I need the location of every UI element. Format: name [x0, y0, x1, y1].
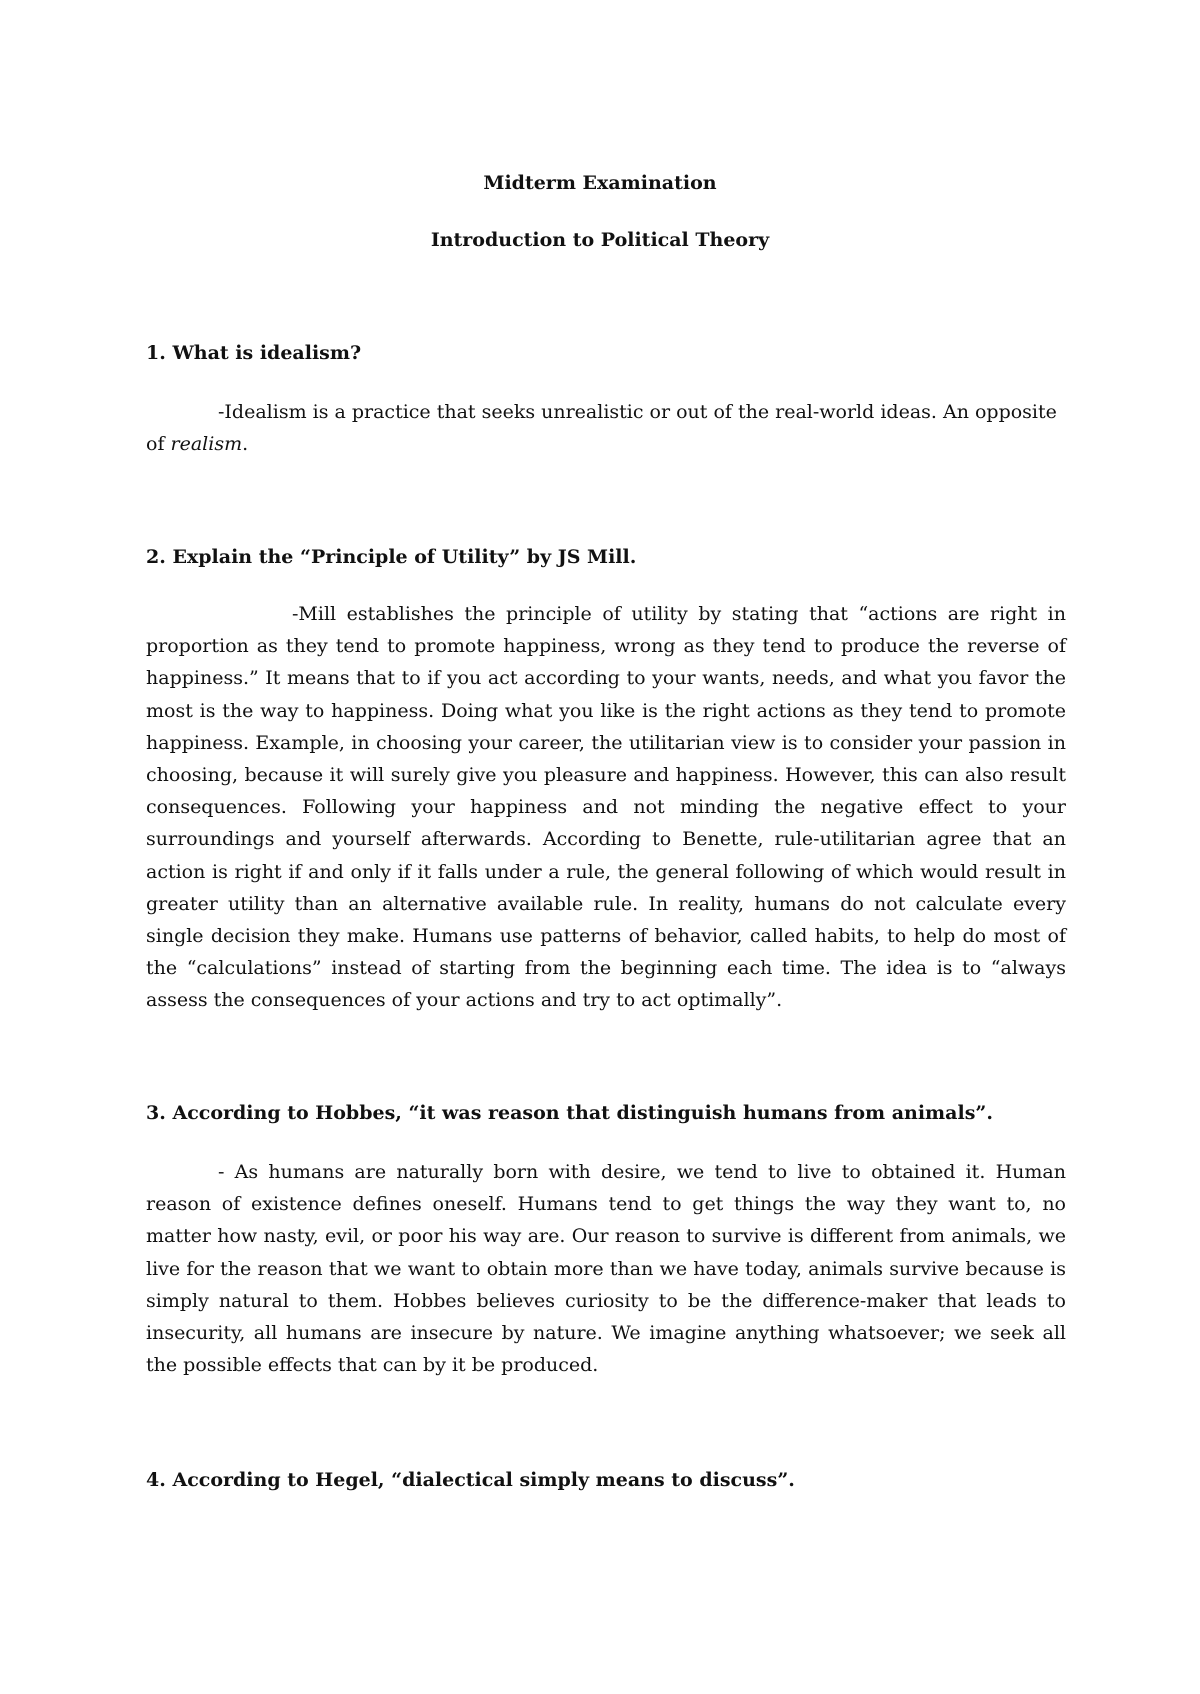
question-2-answer	[146, 598, 1066, 1017]
question-1-answer	[146, 396, 1066, 460]
question-3-answer	[146, 1156, 1066, 1381]
document-subtitle: Introduction to Political Theory	[430, 229, 770, 251]
question-3-heading: 3. According to Hobbes, “it was reason that distinguish humans from animals”.	[146, 1102, 993, 1124]
question-1-heading: 1. What is idealism?	[146, 342, 362, 364]
question-4-heading: 4. According to Hegel, “dialectical simply means to discuss”.	[146, 1469, 795, 1491]
document-title: Midterm Examination	[483, 172, 717, 194]
answer-3-text: - As humans are naturally born with desire, we tend to live to obtained it. Human reason of existence defines oneself. Humans tend to get things the way they want to, no matter how nasty, evil, or poor his way are. Our reason to survive is different from animals, we live for the reason that we want to obtain more than we have today, animals survive because is simply natural to them. Hobbes believes curiosity to be the difference-maker that leads to insecurity, all humans are insecure by nature. We imagine anything whatsoever; we seek all the possible effects that can by it be produced.	[146, 1161, 1066, 1377]
answer-1-emphasis: realism	[170, 433, 243, 456]
answer-1-text: -Idealism is a practice that seeks unrealistic or out of the real-world ideas. An opposite of	[146, 401, 1057, 456]
question-2-heading: 2. Explain the “Principle of Utility” by JS Mill.	[146, 546, 637, 568]
answer-1-end: .	[242, 433, 249, 456]
answer-2-text: -Mill establishes the principle of utility by stating that “actions are right in proportion as they tend to promote happiness, wrong as they tend to produce the reverse of happiness.” It means that to if you act according to your wants, needs, and what you favor the most is the way to happiness. Doing what you like is the right actions as they tend to promote happiness. Example, in choosing your career, the utilitarian view is to consider your passion in choosing, because it will surely give you pleasure and happiness. However, this can also result consequences. Following your happiness and not minding the negative effect to your surroundings and yourself afterwards. According to Benette, rule-utilitarian agree that an action is right if and only if it falls under a rule, the general following of which would result in greater utility than an alternative available rule. In reality, humans do not calculate every single decision they make. Humans use patterns of behavior, called habits, to help do most of the “calculations” instead of starting from the beginning each time. The idea is to “always assess the consequences of your actions and try to act optimally”.	[146, 603, 1066, 1012]
